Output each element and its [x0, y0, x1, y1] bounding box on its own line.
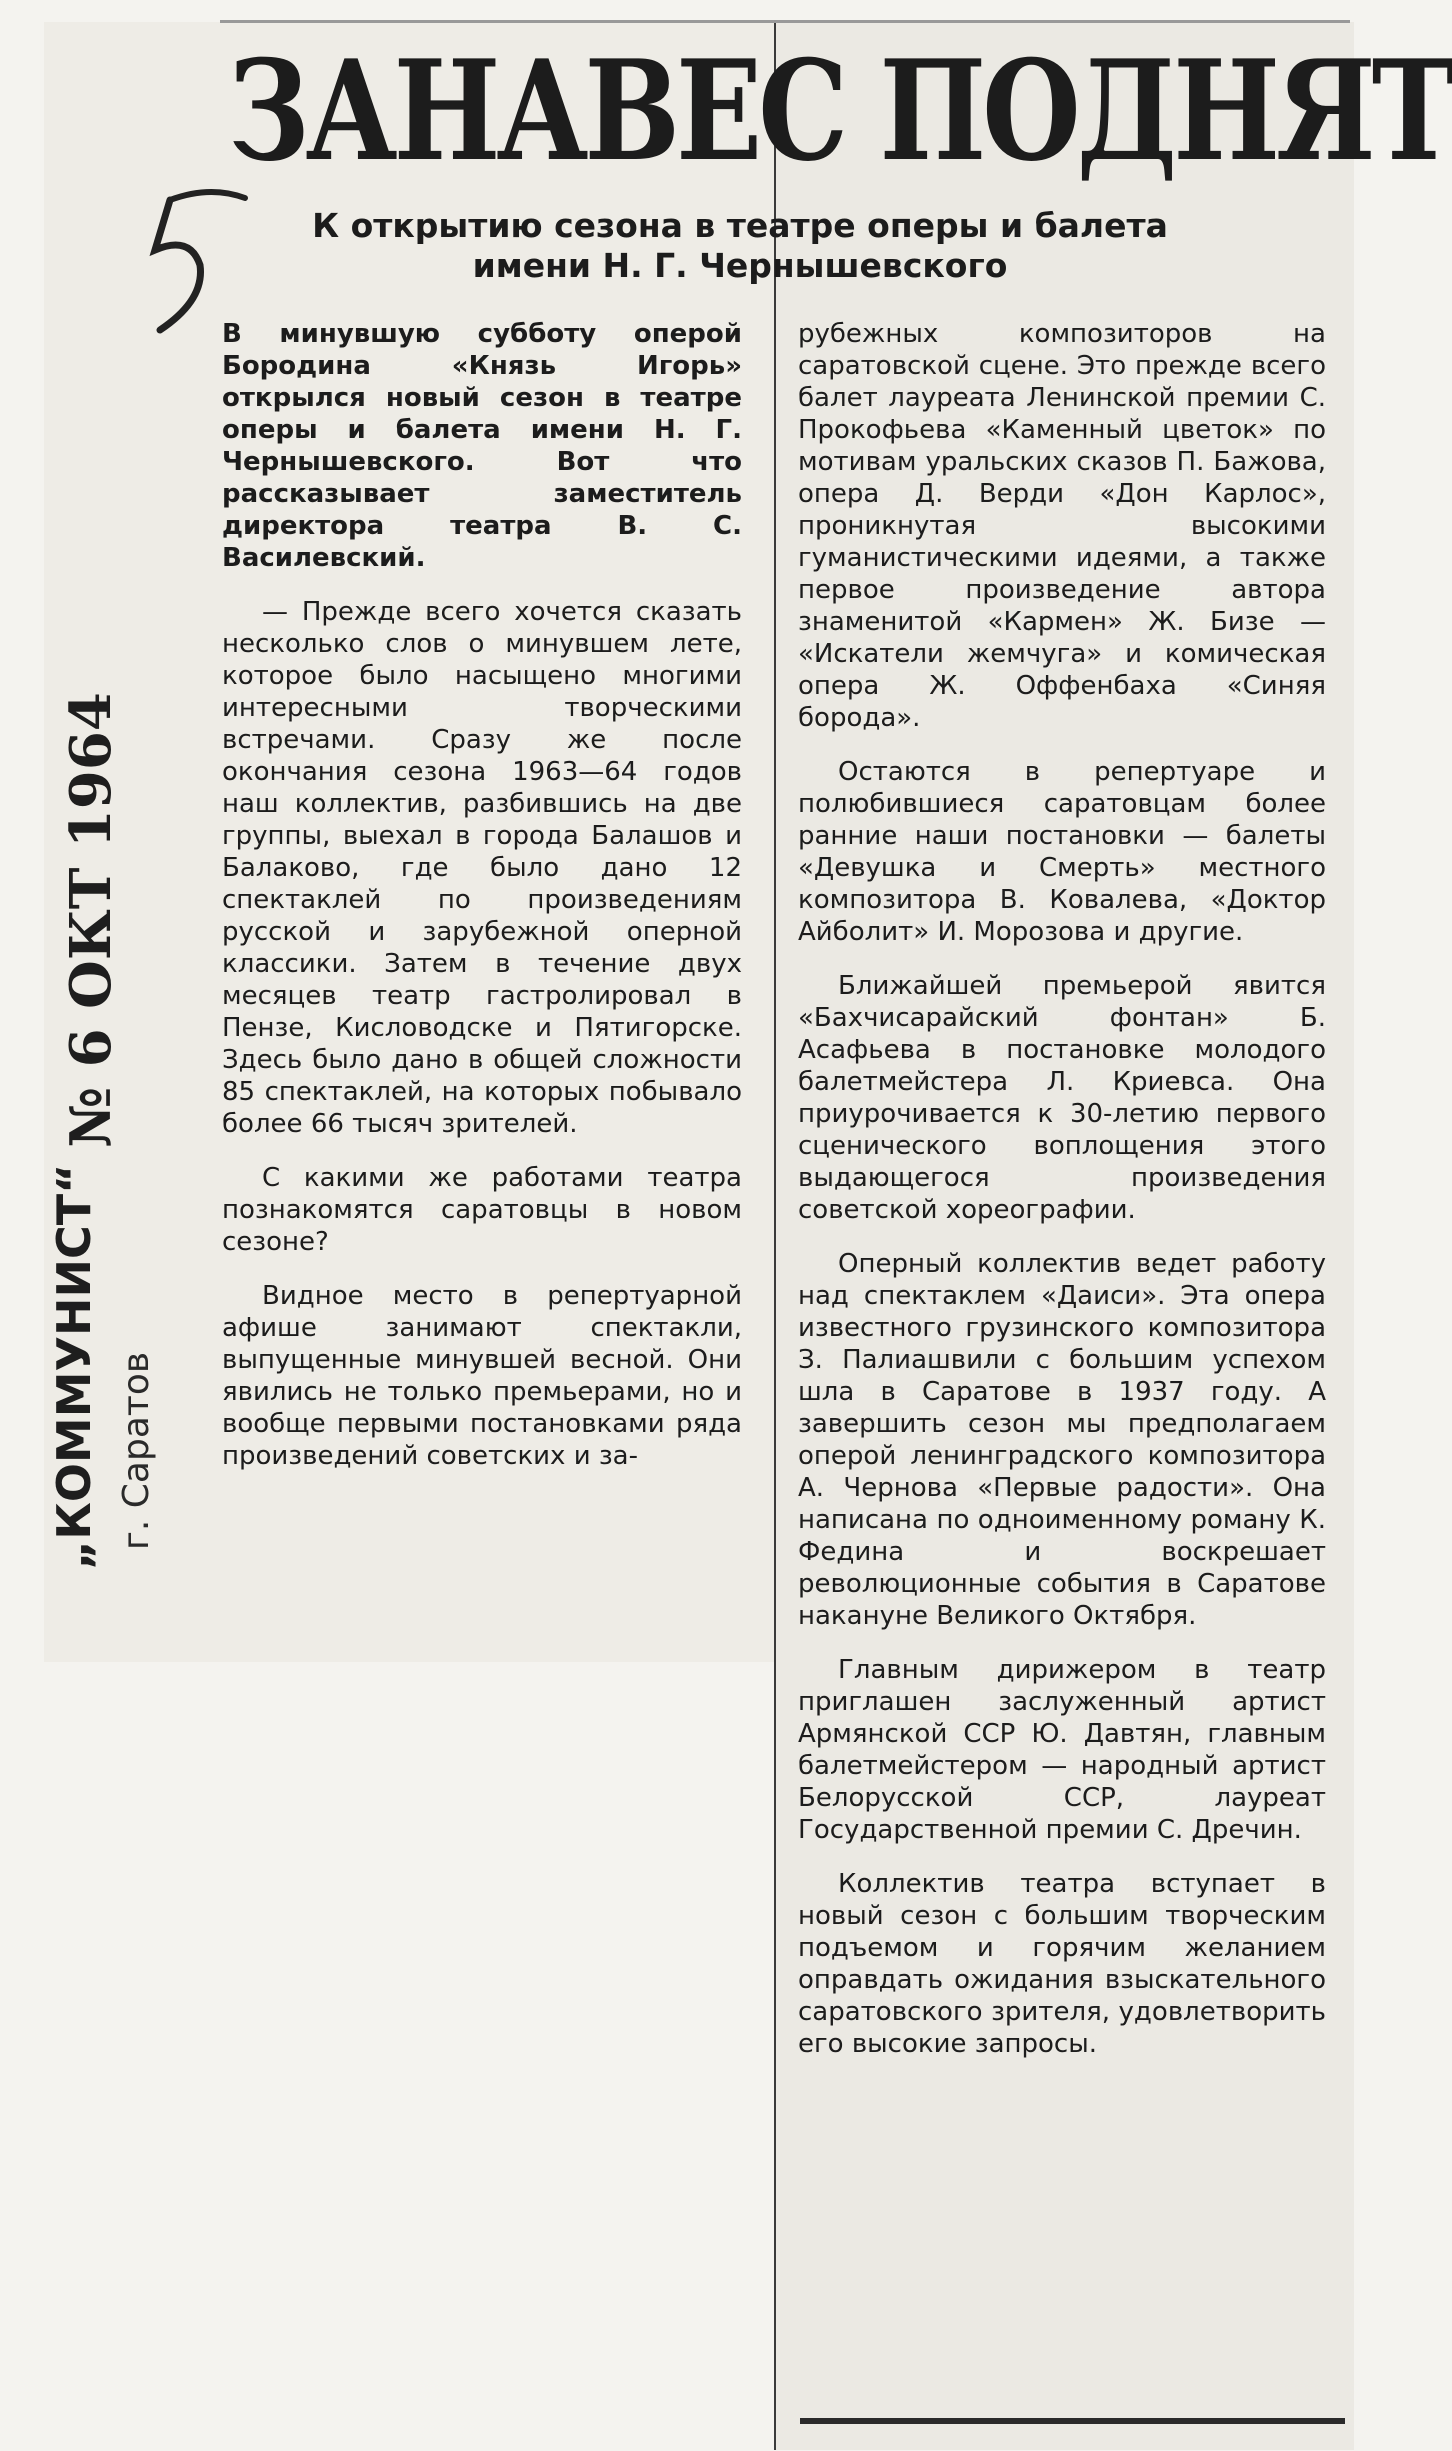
subheadline-line-2: имени Н. Г. Чернышевского: [472, 246, 1008, 285]
newspaper-stamp: [47, 320, 157, 1620]
top-rule: [220, 20, 1350, 23]
headline: ЗАНАВЕС ПОДНЯТ: [228, 29, 1452, 192]
article-lead: В минувшую субботу оперой Бородина «Князь Игорь» открылся новый сезон в театре оперы и балета имени Н. Г. Чернышевского. Вот что рассказывает заместитель директора театра В. С. Василевский.: [222, 319, 742, 573]
article-paragraph: — Прежде всего хочется сказать несколько слов о минувшем лете, которое было насыщено многими интересными творческими встречами. Сразу же после окончания сезона 1963—64 годов наш коллектив, разбившись на две группы, выехал в города Балашов и Балаково, где было дано 12 спектаклей по произведениям русской и зарубежной оперной классики. Затем в течение двух месяцев театр гастролировал в Пензе, Кисловодске и Пятигорске. Здесь было дано в общей сложности 85 спектаклей, на которых побывало более 66 тысяч зрителей.: [222, 597, 742, 1139]
article-paragraph: С какими же работами театра познакомятся саратовцы в новом сезоне?: [222, 1163, 742, 1257]
article-left-column: [222, 318, 742, 1494]
stamp-city: г. Саратов: [116, 1351, 157, 1550]
handwritten-mark-icon: [130, 180, 270, 340]
article-paragraph: Остаются в репертуаре и полюбившиеся саратовцам более ранние наши постановки — балеты «Девушка и Смерть» местного композитора В. Ковалева, «Доктор Айболит» И. Морозова и другие.: [798, 757, 1326, 947]
article-paragraph: Ближайшей премьерой явится «Бахчисарайский фонтан» Б. Асафьева в постановке молодого балетмейстера Л. Криевса. Она приурочивается к 30-летию первого сценического воплощения этого выдающегося произведения советской хореографии.: [798, 971, 1326, 1225]
stamp-newspaper: „КОММУНИСТ“: [47, 1163, 101, 1570]
article-paragraph: Коллектив театра вступает в новый сезон с большим творческим подъемом и горячим желанием оправдать ожидания взыскательного саратовского зрителя, удовлетворить его высокие запросы.: [798, 1869, 1326, 2059]
subheadline-line-1: К открытию сезона в театре оперы и балета: [312, 206, 1168, 245]
bottom-rule: [800, 2418, 1345, 2424]
article-right-column: [798, 318, 1326, 2082]
stamp-date: № 6 ОКТ 1964: [58, 692, 124, 1148]
article-paragraph: Видное место в репертуарной афише занимают спектакли, выпущенные минувшей весной. Они явились не только премьерами, но и вообще первыми постановками ряда произведений советских и за-: [222, 1281, 742, 1471]
article-paragraph: Оперный коллектив ведет работу над спектаклем «Даиси». Эта опера известного грузинского композитора З. Палиашвили с большим успехом шла в Саратове в 1937 году. А завершить сезон мы предполагаем оперой ленинградского композитора А. Чернова «Первые радости». Она написана по одноименному роману К. Федина и воскрешает революционные события в Саратове накануне Великого Октября.: [798, 1249, 1326, 1631]
subheadline: [240, 206, 1240, 286]
article-paragraph: рубежных композиторов на саратовской сцене. Это прежде всего балет лауреата Ленинской премии С. Прокофьева «Каменный цветок» по мотивам уральских сказов П. Бажова, опера Д. Верди «Дон Карлос», проникнутая высокими гуманистическими идеями, а также первое произведение автора знаменитой «Кармен» Ж. Бизе — «Искатели жемчуга» и комическая опера Ж. Оффенбаха «Синяя борода».: [798, 319, 1326, 733]
article-paragraph: Главным дирижером в театр приглашен заслуженный артист Армянской ССР Ю. Давтян, главным балетмейстером — народный артист Белорусской ССР, лауреат Государственной премии С. Дречин.: [798, 1655, 1326, 1845]
